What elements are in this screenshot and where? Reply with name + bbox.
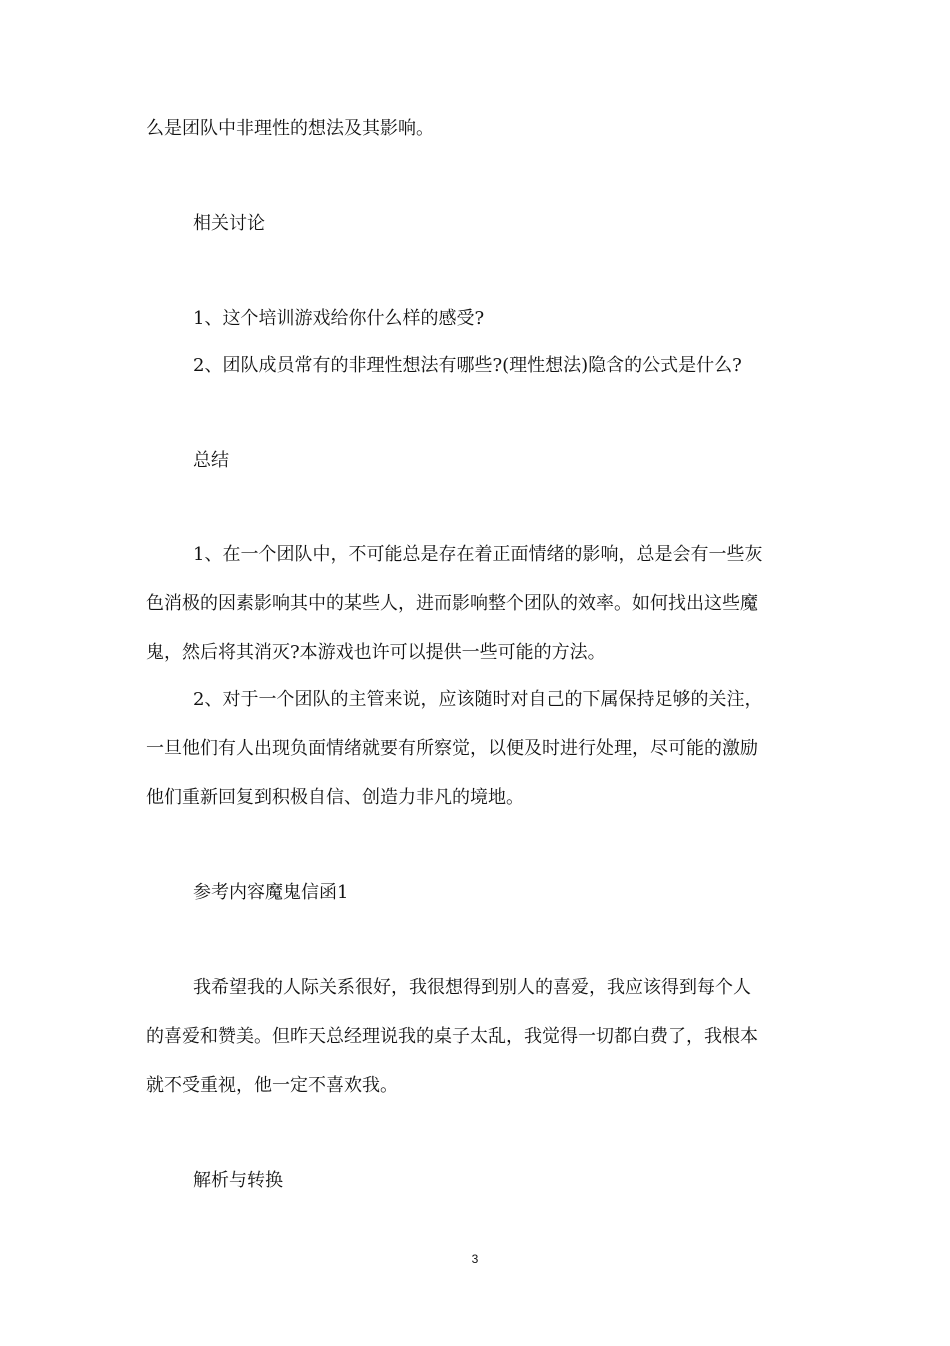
text-line-summary-2b: 一旦他们有人出现负面情绪就要有所察觉，以便及时进行处理，尽可能的激励 bbox=[146, 738, 758, 759]
text-line-letter-a: 我希望我的人际关系很好，我很想得到别人的喜爱，我应该得到每个人 bbox=[193, 977, 751, 998]
text-line-1: 么是团队中非理性的想法及其影响。 bbox=[146, 118, 434, 139]
heading-reference-letter-1: 参考内容魔鬼信函1 bbox=[193, 882, 349, 903]
text-line-summary-2c: 他们重新回复到积极自信、创造力非凡的境地。 bbox=[146, 787, 524, 808]
text-line-discussion-2: 2、团队成员常有的非理性想法有哪些?(理性想法)隐含的公式是什么? bbox=[193, 355, 742, 376]
text-line-summary-1b: 色消极的因素影响其中的某些人，进而影响整个团队的效率。如何找出这些魔 bbox=[146, 593, 758, 614]
heading-analysis-transform: 解析与转换 bbox=[193, 1170, 283, 1191]
text-line-summary-2a: 2、对于一个团队的主管来说，应该随时对自己的下属保持足够的关注， bbox=[193, 689, 763, 710]
text-line-letter-c: 就不受重视，他一定不喜欢我。 bbox=[146, 1075, 398, 1096]
text-line-summary-1c: 鬼，然后将其消灭?本游戏也许可以提供一些可能的方法。 bbox=[146, 642, 606, 663]
page-number: 3 bbox=[471, 1252, 479, 1266]
text-line-summary-1a: 1、在一个团队中，不可能总是存在着正面情绪的影响，总是会有一些灰 bbox=[193, 544, 763, 565]
text-line-letter-b: 的喜爱和赞美。但昨天总经理说我的桌子太乱，我觉得一切都白费了，我根本 bbox=[146, 1026, 758, 1047]
heading-summary: 总结 bbox=[193, 450, 229, 471]
text-line-discussion-1: 1、这个培训游戏给你什么样的感受? bbox=[193, 308, 485, 329]
heading-discussion: 相关讨论 bbox=[193, 213, 265, 234]
